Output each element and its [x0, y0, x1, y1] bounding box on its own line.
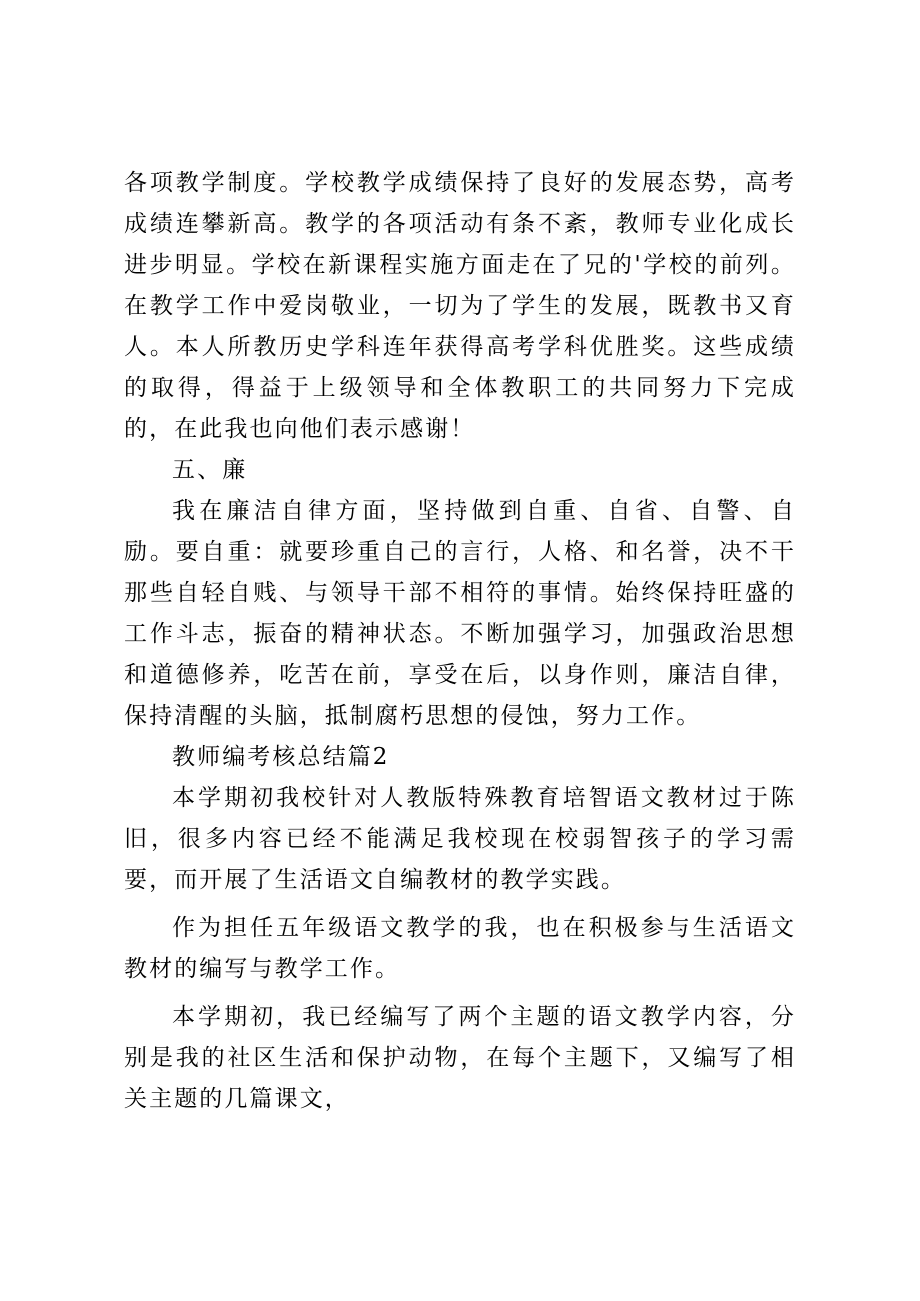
section-heading-lian: 五、廉 — [172, 457, 248, 483]
paragraph-semester-start: 本学期初我校针对人教版特殊教育培智语文教材过于陈旧，很多内容已经不能满足我校现在校弱智孩子的学习需要，而开展了生活语文自编教材的教学实践。 — [124, 785, 796, 893]
document-body — [124, 163, 796, 1120]
paragraph-grade-five: 作为担任五年级语文教学的我，也在积极参与生活语文教材的编写与教学工作。 — [124, 915, 796, 982]
article-title-2: 教师编考核总结篇2 — [172, 744, 390, 770]
paragraph-self-discipline: 我在廉洁自律方面，坚持做到自重、自省、自警、自励。要自重：就要珍重自己的言行，人格、和名誉，决不干那些自轻自贱、与领导干部不相符的事情。始终保持旺盛的工作斗志，振奋的精神状态。不断加强学习，加强政治思想和道德修养，吃苦在前，享受在后，以身作则，廉洁自律，保持清醒的头脑，抵制腐朽思想的侵蚀，努力工作。 — [124, 498, 796, 729]
paragraph-continued: 各项教学制度。学校教学成绩保持了良好的发展态势，高考成绩连攀新高。教学的各项活动有条不紊，教师专业化成长进步明显。学校在新课程实施方面走在了兄的'学校的前列。在教学工作中爱岗敬业，一切为了学生的发展，既教书又育人。本人所教历史学科连年获得高考学科优胜奖。这些成绩的取得，得益于上级领导和全体教职工的共同努力下完成的，在此我也向他们表示感谢！ — [124, 170, 796, 442]
paragraph-themes: 本学期初，我已经编写了两个主题的语文教学内容，分别是我的社区生活和保护动物，在每个主题下，又编写了相关主题的几篇课文， — [124, 1004, 796, 1112]
